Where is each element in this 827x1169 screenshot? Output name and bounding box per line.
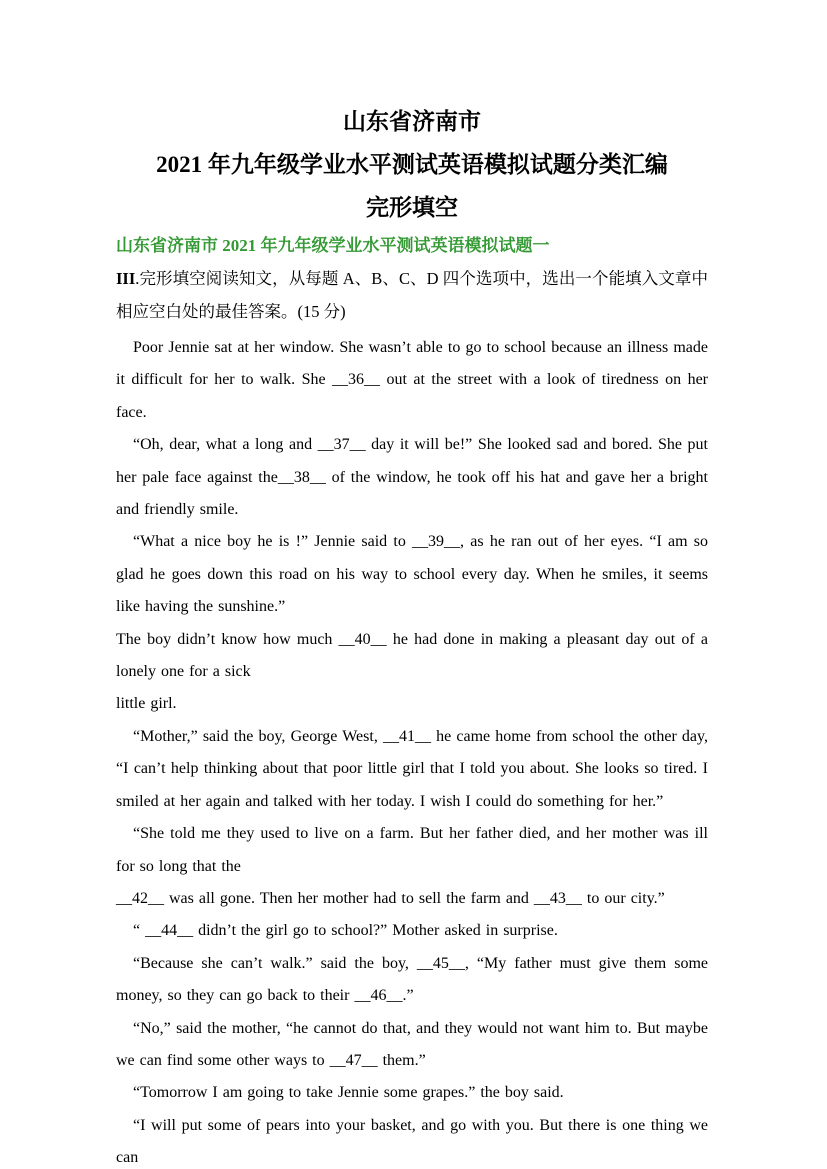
section-numeral: III bbox=[116, 269, 136, 288]
document-header bbox=[116, 100, 708, 229]
passage-paragraph: “Mother,” said the boy, George West, __41__ he came home from school the other day, “I can’t help thinking about that poor little girl that I told you about. She looks so tired. I smiled at her again and talked with her today. I wish I could do something for her.” bbox=[116, 727, 708, 810]
passage-paragraph: “Because she can’t walk.” said the boy, __45__, “My father must give them some money, so they can go back to their __46__.” bbox=[116, 954, 708, 1005]
passage-paragraph: The boy didn’t know how much __40__ he had done in making a pleasant day out of a lonely one for a sick little girl. bbox=[116, 630, 708, 713]
passage-paragraph: “Oh, dear, what a long and __37__ day it will be!” She looked sad and bored. She put her pale face against the__38__ of the window, he took off his hat and gave her a bright and friendly smile. bbox=[116, 436, 708, 519]
passage-paragraph: “ __44__ didn’t the girl go to school?” Mother asked in surprise. bbox=[133, 922, 558, 940]
passage-paragraph: Poor Jennie sat at her window. She wasn’t able to go to school because an illness made it difficult for her to walk. She __36__ out at the street with a look of tiredness on her face. bbox=[116, 339, 708, 421]
section-heading-green: 山东省济南市 2021 年九年级学业水平测试英语模拟试题一 bbox=[116, 236, 550, 255]
page-title-main: 2021 年九年级学业水平测试英语模拟试题分类汇编 bbox=[156, 152, 668, 177]
page-title-section: 完形填空 bbox=[366, 195, 458, 220]
cloze-passage bbox=[116, 332, 708, 1169]
passage-paragraph: “I will put some of pears into your basket, and go with you. But there is one thing we can bbox=[116, 1116, 708, 1167]
page-title-region: 山东省济南市 bbox=[343, 109, 481, 134]
passage-paragraph: “No,” said the mother, “he cannot do that, and they would not want him to. But maybe we can find some other ways to __47__ them.” bbox=[116, 1019, 708, 1069]
instructions-paragraph bbox=[116, 262, 708, 328]
passage-paragraph: “She told me they used to live on a farm. But her father died, and her mother was ill for so long that the bbox=[116, 825, 708, 875]
passage-paragraph: __42__ was all gone. Then her mother had to sell the farm and __43__ to our city.” bbox=[116, 889, 665, 907]
passage-paragraph: “Tomorrow I am going to take Jennie some grapes.” the boy said. bbox=[133, 1084, 564, 1102]
passage-paragraph: “What a nice boy he is !” Jennie said to __39__, as he ran out of her eyes. “I am so glad he goes down this road on his way to school every day. When he smiles, it seems like having the sunshine.” bbox=[116, 533, 708, 616]
instructions-text: .完形填空阅读知文，从每题 A、B、C、D 四个选项中，选出一个能填入文章中相应空白处的最佳答案。(15 分) bbox=[116, 269, 708, 321]
